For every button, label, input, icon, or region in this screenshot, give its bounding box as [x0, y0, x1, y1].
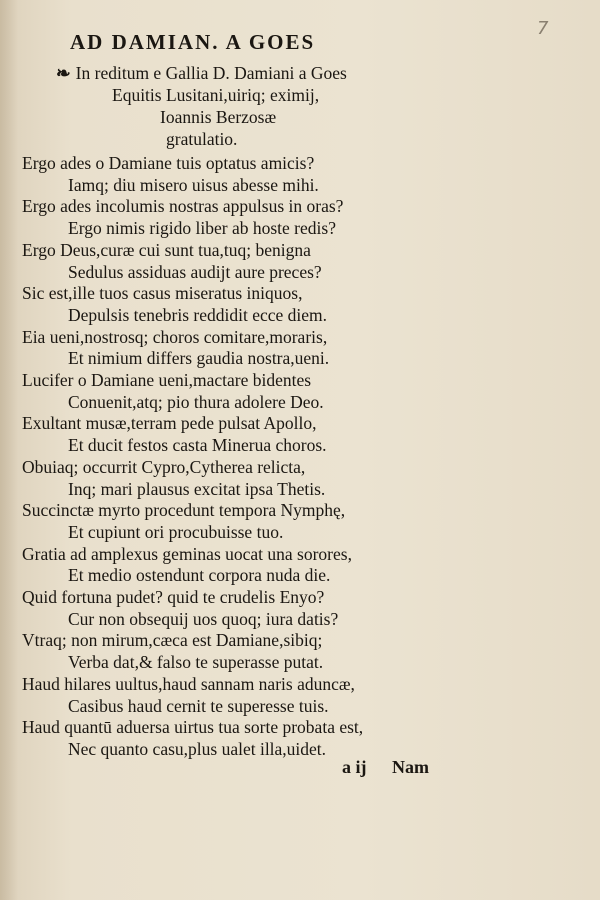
verse-line-pentameter: Nec quanto casu,plus ualet illa,uidet. [68, 738, 327, 759]
verse-line-pentameter: Et cupiunt ori procubuisse tuo. [68, 521, 284, 542]
verse-line-pentameter: Et medio ostendunt corpora nuda die. [68, 565, 331, 586]
verse-line-pentameter: Verba dat,& falso te superasse putat. [68, 652, 324, 673]
verse-line-pentameter: Et nimium differs gaudia nostra,ueni. [68, 348, 330, 369]
verse-line-hexameter: Sic est,ille tuos casus miseratus iniquos, [22, 283, 303, 304]
folio-mark: 7 [537, 18, 549, 39]
verse-line-pentameter: Ergo nimis rigido liber ab hoste redis? [68, 218, 336, 239]
verse-line-pentameter: Conuenit,atq; pio thura adolere Deo. [68, 391, 324, 412]
pilcrow-ornament-icon: ❧ [56, 63, 71, 83]
verse-line-pentameter: Et ducit festos casta Minerua choros. [68, 435, 327, 456]
verse-line-pentameter: Depulsis tenebris reddidit ecce diem. [68, 304, 328, 325]
verse-line-pentameter: Cur non obsequij uos quoq; iura datis? [68, 608, 339, 629]
verse-line-pentameter: Casibus haud cernit te superesse tuis. [68, 695, 329, 716]
verse-line-hexameter: Ergo Deus,curæ cui sunt tua,tuq; benigna [22, 239, 311, 260]
title-line-text: In reditum e Gallia D. Damiani a Goes [75, 63, 347, 83]
verse-line-hexameter: Exultant musæ,terram pede pulsat Apollo, [22, 413, 317, 434]
catchword: Nam [392, 757, 429, 777]
verse-line-hexameter: Haud hilares uultus,haud sannam naris aduncæ, [22, 673, 355, 694]
verse-line-hexameter: Obuiaq; occurrit Cypro,Cytherea relicta, [22, 456, 306, 477]
running-head: AD DAMIAN. A GOES [70, 30, 316, 54]
verse-line-pentameter: Sedulus assiduas audijt aure preces? [68, 261, 322, 282]
title-line [56, 62, 347, 84]
verse-line-hexameter: Succinctæ myrto procedunt tempora Nymphę, [22, 500, 346, 521]
verse-line-hexameter: Lucifer o Damiane ueni,mactare bidentes [22, 370, 312, 390]
verse-line-hexameter: Haud quantū aduersa uirtus tua sorte probata est, [22, 717, 364, 738]
page-gutter-shadow [0, 0, 18, 900]
title-line: gratulatio. [166, 129, 238, 149]
verse-line-hexameter: Ergo ades o Damiane tuis optatus amicis? [22, 153, 315, 173]
signature-mark: a ij [342, 757, 367, 777]
title-line: Equitis Lusitani,uiriq; eximij, [112, 85, 320, 105]
verse-line-pentameter: Iamq; diu misero uisus abesse mihi. [68, 174, 319, 195]
verse-line-pentameter: Inq; mari plausus excitat ipsa Thetis. [68, 478, 326, 499]
verse-line-hexameter: Eia ueni,nostrosq; choros comitare,moraris, [22, 326, 328, 347]
verse-line-hexameter: Vtraq; non mirum,cæca est Damiane,sibiq; [22, 630, 323, 651]
title-line: Ioannis Berzosæ [160, 107, 277, 127]
verse-line-hexameter: Quid fortuna pudet? quid te crudelis Enyo? [22, 587, 325, 607]
verse-line-hexameter: Ergo ades incolumis nostras appulsus in oras? [22, 196, 344, 217]
verse-line-hexameter: Gratia ad amplexus geminas uocat una sorores, [22, 543, 352, 564]
